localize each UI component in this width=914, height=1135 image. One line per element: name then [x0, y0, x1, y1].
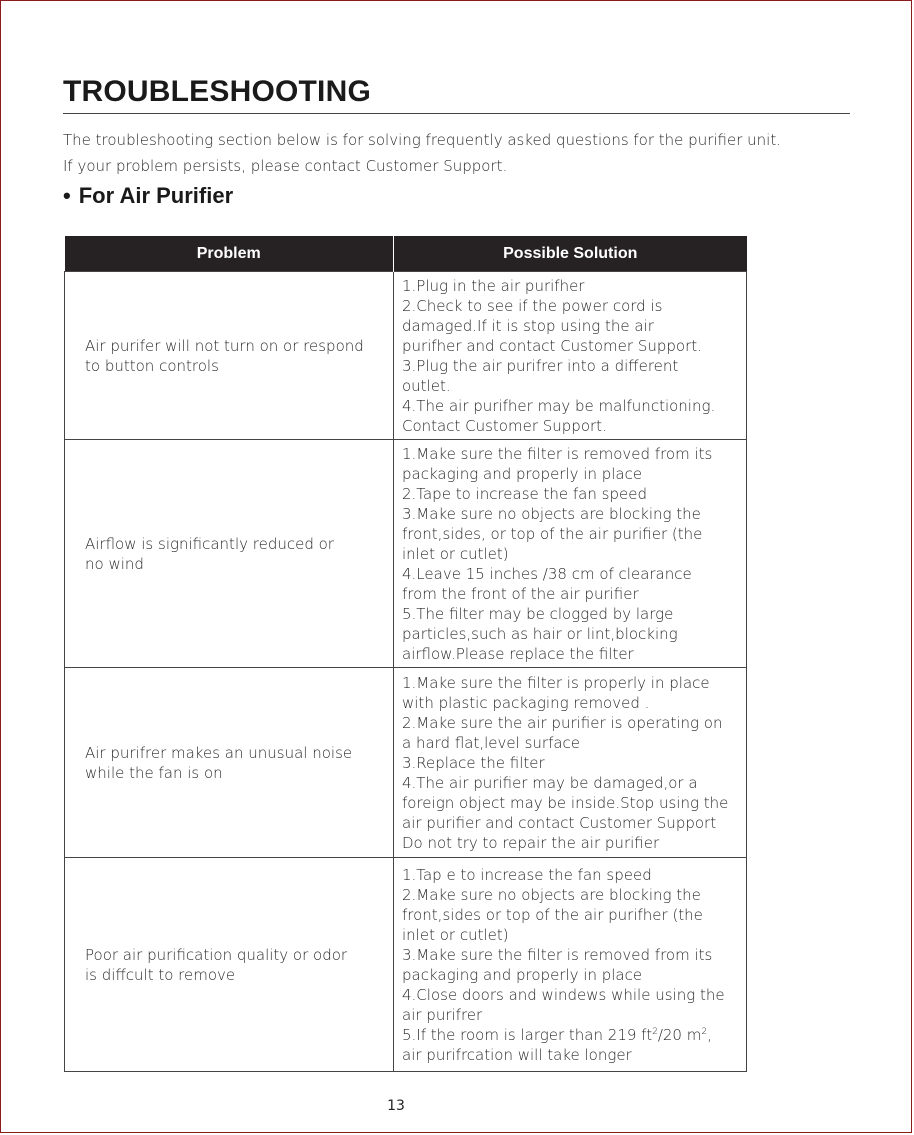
- problem-line: is diffcult to remove: [85, 965, 236, 984]
- solution-line: 1.Make sure the filter is removed from its: [402, 444, 713, 463]
- problem-cell: [65, 440, 394, 668]
- solution-line: 4.The air purifier may be damaged,or a: [402, 773, 698, 792]
- solution-line: foreign object may be inside.Stop using the: [402, 793, 729, 812]
- solution-line: 4.The air purifher may be malfunctioning.: [402, 396, 716, 415]
- solution-cell: [394, 858, 747, 1072]
- area-prefix: 5.If the room is larger than 219 ft: [402, 1025, 653, 1044]
- problem-line: Airflow is significantly reduced or: [85, 534, 334, 553]
- problem-cell: [65, 858, 394, 1072]
- solution-line: air purifrcation will take longer: [402, 1045, 632, 1064]
- solution-line: 4.Leave 15 inches /38 cm of clearance: [402, 564, 692, 583]
- intro-line-2: If your problem persists, please contact Customer Support.: [63, 157, 508, 175]
- solution-cell: [394, 272, 747, 440]
- problem-line: to button controls: [85, 356, 219, 375]
- intro-text: [63, 127, 863, 179]
- solution-line: 4.Close doors and windews while using the: [402, 985, 725, 1004]
- solution-line: 2.Make sure no objects are blocking the: [402, 885, 701, 904]
- problem-line: no wind: [85, 554, 144, 573]
- area-m-exponent: 2: [701, 1026, 708, 1037]
- solution-line: 1.Plug in the air purifher: [402, 276, 585, 295]
- solution-line: 3.Plug the air purifrer into a different: [402, 356, 679, 375]
- solution-line: 5.The filter may be clogged by large: [402, 604, 674, 623]
- solution-line: airflow.Please replace the filter: [402, 644, 634, 663]
- header-problem: Problem: [65, 236, 394, 272]
- section-heading: [63, 183, 233, 209]
- area-ft-exponent: 2: [652, 1026, 658, 1037]
- solution-line: a hard flat,level surface: [402, 733, 581, 752]
- solution-line: with plastic packaging removed .: [402, 693, 650, 712]
- table-row: [65, 272, 747, 440]
- solution-cell: [394, 668, 747, 858]
- problem-line: Air purifrer makes an unusual noise: [85, 743, 353, 762]
- solution-line: Contact Customer Support.: [402, 416, 607, 435]
- solution-line-area: [402, 1025, 743, 1045]
- solution-line: from the front of the air purifier: [402, 584, 639, 603]
- solution-line: 3.Replace the filter: [402, 753, 545, 772]
- problem-line: while the fan is on: [85, 763, 223, 782]
- solution-line: damaged.If it is stop using the air: [402, 316, 654, 335]
- solution-line: purifher and contact Customer Support.: [402, 336, 702, 355]
- problem-cell: [65, 668, 394, 858]
- solution-line: front,sides, or top of the air purifier (the: [402, 524, 703, 543]
- troubleshooting-table: [64, 236, 747, 1072]
- problem-line: Air purifer will not turn on or respond: [85, 336, 364, 355]
- table-header-row: [65, 236, 747, 272]
- solution-line: outlet.: [402, 376, 451, 395]
- solution-line: 3.Make sure no objects are blocking the: [402, 504, 701, 523]
- solution-line: Do not try to repair the air purifier: [402, 833, 660, 852]
- solution-line: front,sides or top of the air purifher (the: [402, 905, 703, 924]
- problem-cell: [65, 272, 394, 440]
- header-solution: Possible Solution: [394, 236, 747, 272]
- intro-line-1: The troubleshooting section below is for solving frequently asked questions for the purifier unit.: [63, 131, 781, 149]
- solution-line: 1.Make sure the filter is properly in place: [402, 673, 710, 692]
- section-title: For Air Purifier: [78, 183, 234, 208]
- solution-cell: [394, 440, 747, 668]
- title-divider: [63, 113, 850, 114]
- page-title: TROUBLESHOOTING: [63, 75, 371, 108]
- solution-line: inlet or cutlet): [402, 925, 509, 944]
- solution-line: air purifrer: [402, 1005, 483, 1024]
- table-row: [65, 668, 747, 858]
- solution-line: 2.Check to see if the power cord is: [402, 296, 663, 315]
- solution-line: particles,such as hair or lint,blocking: [402, 624, 678, 643]
- table-row: [65, 440, 747, 668]
- solution-line: 2.Make sure the air purifier is operating on: [402, 713, 723, 732]
- table-row: [65, 858, 747, 1072]
- solution-line: 2.Tape to increase the fan speed: [402, 484, 647, 503]
- solution-line: 1.Tap e to increase the fan speed: [402, 865, 652, 884]
- solution-line: 3.Make sure the filter is removed from its: [402, 945, 713, 964]
- solution-line: packaging and properly in place: [402, 965, 643, 984]
- solution-line: air purifier and contact Customer Support: [402, 813, 717, 832]
- area-suffix: ,: [707, 1025, 712, 1044]
- solution-line: inlet or cutlet): [402, 544, 509, 563]
- problem-line: Poor air purification quality or odor: [85, 945, 348, 964]
- solution-line: packaging and properly in place: [402, 464, 643, 483]
- area-mid: /20 m: [657, 1025, 702, 1044]
- page-number: 13: [387, 1098, 405, 1114]
- bullet-icon: •: [63, 183, 71, 208]
